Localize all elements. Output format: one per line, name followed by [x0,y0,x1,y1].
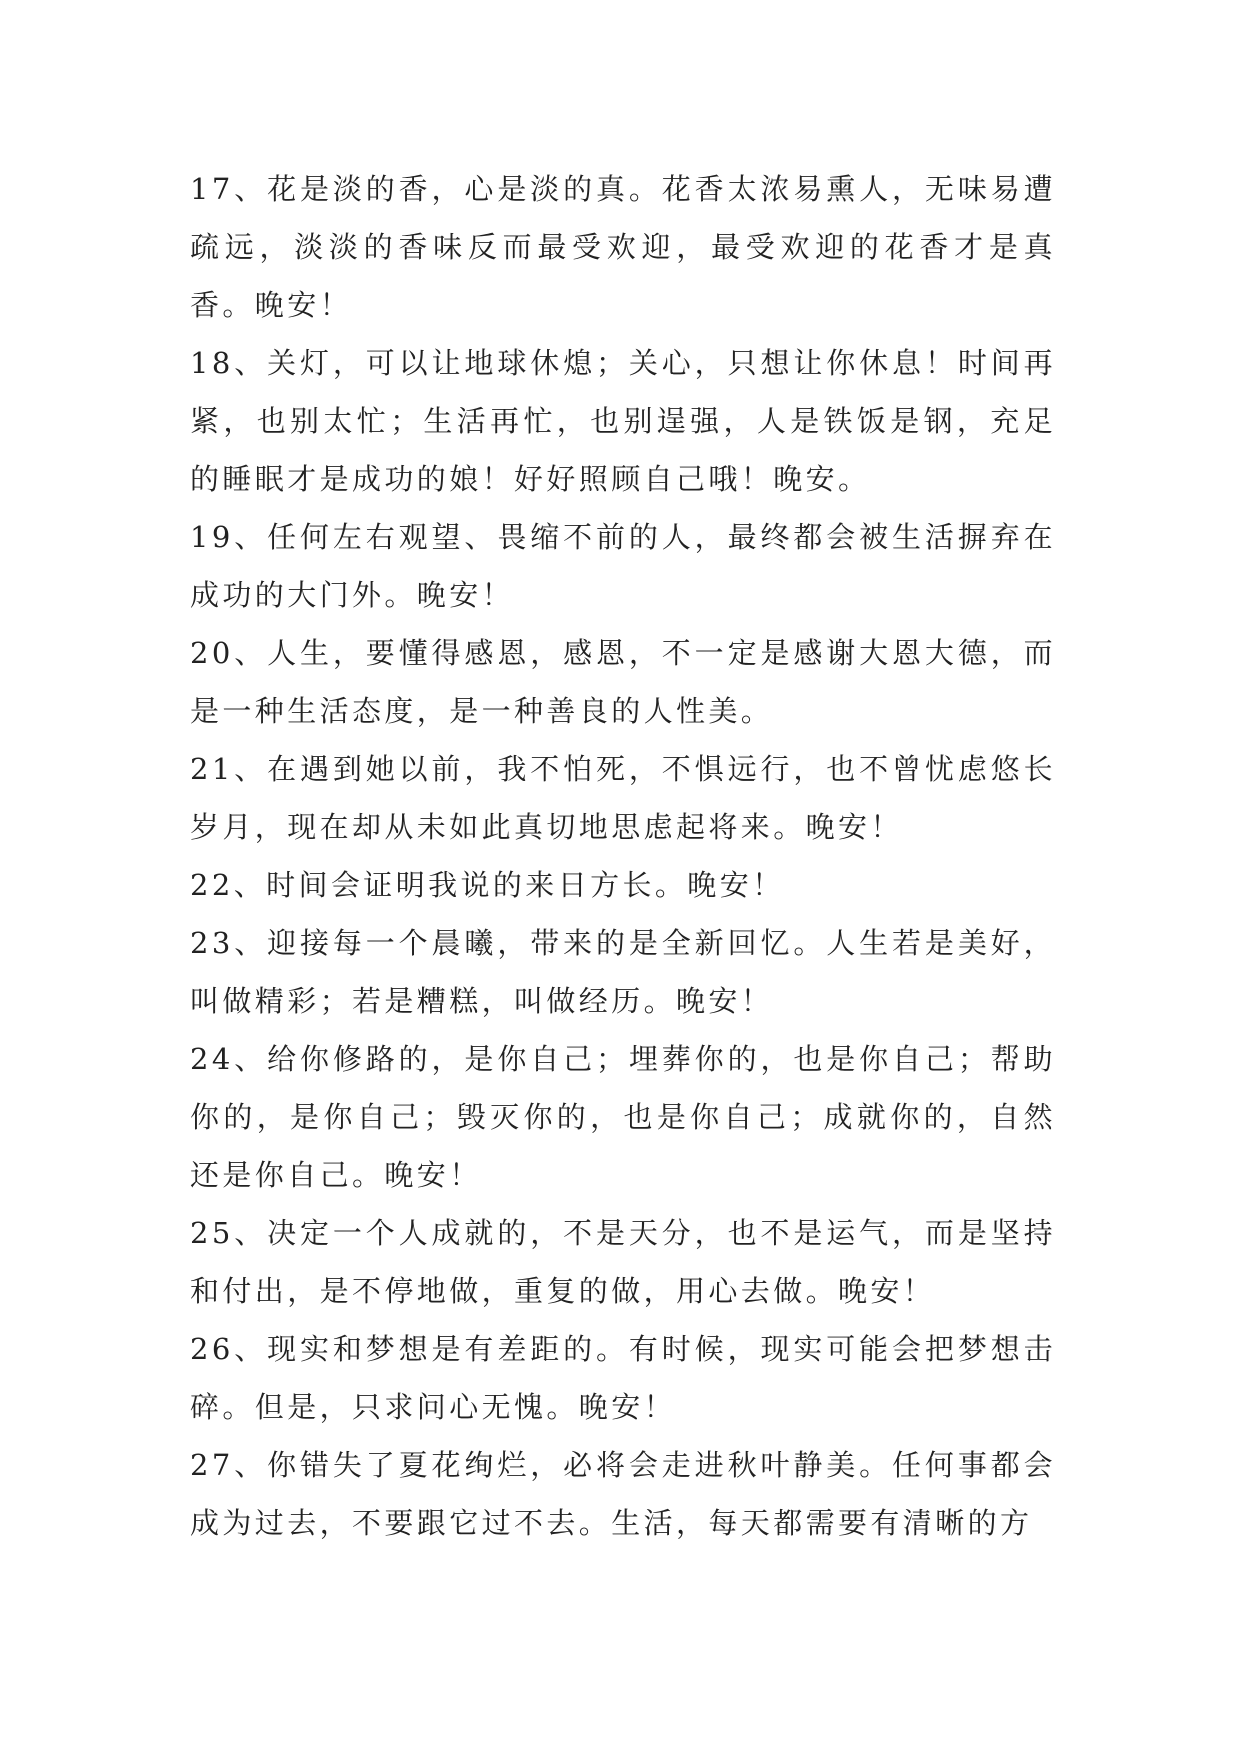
document-body [190,160,1056,1552]
paragraph-21: 21、在遇到她以前，我不怕死，不惧远行，也不曾忧虑悠长岁月，现在却从未如此真切地思虑起将来。晚安！ [190,752,1056,844]
paragraph-17: 17、花是淡的香，心是淡的真。花香太浓易熏人，无味易遭疏远，淡淡的香味反而最受欢迎，最受欢迎的花香才是真香。晚安！ [190,172,1056,322]
paragraph-20: 20、人生，要懂得感恩，感恩，不一定是感谢大恩大德，而是一种生活态度，是一种善良的人性美。 [190,636,1056,728]
paragraph-24: 24、给你修路的，是你自己；埋葬你的，也是你自己；帮助你的，是你自己；毁灭你的，也是你自己；成就你的，自然还是你自己。晚安！ [190,1042,1056,1192]
paragraph-23: 23、迎接每一个晨曦，带来的是全新回忆。人生若是美好，叫做精彩；若是糟糕，叫做经历。晚安！ [190,926,1056,1018]
paragraph-25: 25、决定一个人成就的，不是天分，也不是运气，而是坚持和付出，是不停地做，重复的做，用心去做。晚安！ [190,1216,1056,1308]
paragraph-27: 27、你错失了夏花绚烂，必将会走进秋叶静美。任何事都会成为过去，不要跟它过不去。生活，每天都需要有清晰的方 [190,1448,1056,1540]
paragraph-19: 19、任何左右观望、畏缩不前的人，最终都会被生活摒弃在成功的大门外。晚安！ [190,520,1056,612]
paragraph-18: 18、关灯，可以让地球休熄；关心，只想让你休息！时间再紧，也别太忙；生活再忙，也别逞强，人是铁饭是钢，充足的睡眠才是成功的娘！好好照顾自己哦！晚安。 [190,346,1056,496]
paragraph-22: 22、时间会证明我说的来日方长。晚安！ [190,868,785,902]
paragraph-26: 26、现实和梦想是有差距的。有时候，现实可能会把梦想击碎。但是，只求问心无愧。晚安！ [190,1332,1056,1424]
